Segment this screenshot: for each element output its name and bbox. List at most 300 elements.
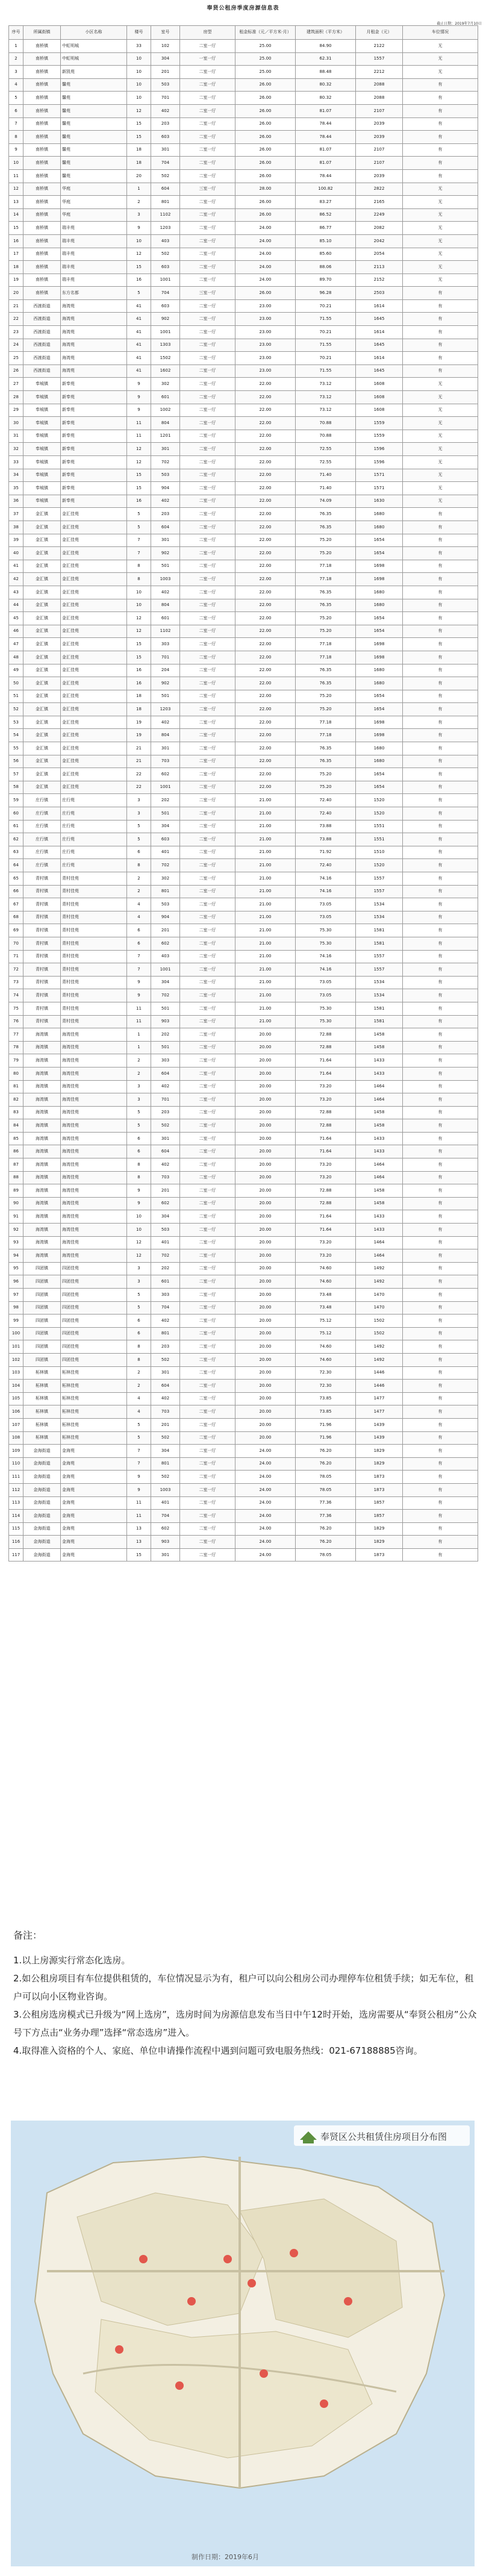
table-cell: 二室一厅 bbox=[180, 560, 235, 573]
table-cell: 1458 bbox=[356, 1197, 403, 1210]
table-cell: 四团佳苑 bbox=[61, 1340, 127, 1354]
table-cell: 301 bbox=[151, 742, 180, 755]
table-cell: 金海苑 bbox=[61, 1510, 127, 1523]
table-cell: 二室一厅 bbox=[180, 157, 235, 170]
table-cell: 75.20 bbox=[296, 547, 356, 560]
table-cell: 有 bbox=[403, 508, 478, 521]
table-cell: 403 bbox=[151, 234, 180, 248]
table-cell: 55 bbox=[9, 742, 23, 755]
table-cell: 26.00 bbox=[235, 78, 296, 92]
table-cell: 24.00 bbox=[235, 1536, 296, 1549]
table-cell: 804 bbox=[151, 599, 180, 612]
table-cell: 701 bbox=[151, 651, 180, 664]
table-cell: 二室一厅 bbox=[180, 248, 235, 261]
table-cell: 南桥镇 bbox=[23, 234, 61, 248]
table-cell: 36 bbox=[9, 495, 23, 508]
table-cell: 26.00 bbox=[235, 196, 296, 209]
table-cell: 503 bbox=[151, 898, 180, 911]
table-cell: 二室一厅 bbox=[180, 599, 235, 612]
table-cell: 43 bbox=[9, 586, 23, 599]
table-cell: 24.00 bbox=[235, 1496, 296, 1510]
table-cell: 柘林镇 bbox=[23, 1418, 61, 1431]
table-cell: 603 bbox=[151, 833, 180, 846]
table-cell: 301 bbox=[151, 143, 180, 157]
table-cell: 46 bbox=[9, 625, 23, 638]
table-cell: 78.05 bbox=[296, 1483, 356, 1496]
table-cell: 70.21 bbox=[296, 326, 356, 339]
table-cell: 25 bbox=[9, 352, 23, 365]
table-cell: 73.12 bbox=[296, 391, 356, 404]
table-cell: 青村镇 bbox=[23, 963, 61, 977]
table-cell: 20.00 bbox=[235, 1067, 296, 1080]
table-row bbox=[9, 1041, 478, 1054]
table-row bbox=[9, 1171, 478, 1184]
table-cell: 金海街道 bbox=[23, 1536, 61, 1549]
table-cell: 有 bbox=[403, 1522, 478, 1536]
table-cell: 37 bbox=[9, 508, 23, 521]
table-cell: 新奉苑 bbox=[61, 378, 127, 391]
table-cell: 1645 bbox=[356, 364, 403, 378]
table-cell: 南桥镇 bbox=[23, 117, 61, 131]
table-cell: 金汇佳苑 bbox=[61, 690, 127, 703]
table-cell: 31 bbox=[9, 430, 23, 443]
map-marker bbox=[139, 2255, 148, 2263]
table-row bbox=[9, 573, 478, 586]
table-row bbox=[9, 1289, 478, 1302]
table-cell: 奉城镇 bbox=[23, 430, 61, 443]
table-row bbox=[9, 352, 478, 365]
table-cell: 有 bbox=[403, 1536, 478, 1549]
table-cell: 四团镇 bbox=[23, 1262, 61, 1275]
table-cell: 401 bbox=[151, 846, 180, 859]
table-cell: 1502 bbox=[356, 1327, 403, 1340]
table-cell: 6 bbox=[127, 1327, 151, 1340]
table-cell: 有 bbox=[403, 781, 478, 794]
table-cell: 1680 bbox=[356, 664, 403, 677]
table-cell: 1557 bbox=[356, 963, 403, 977]
table-cell: 海湾佳苑 bbox=[61, 1028, 127, 1042]
table-cell: 金汇镇 bbox=[23, 547, 61, 560]
table-cell: 110 bbox=[9, 1457, 23, 1471]
map-marker bbox=[115, 2345, 123, 2354]
table-cell: 21.00 bbox=[235, 937, 296, 950]
table-cell: 107 bbox=[9, 1418, 23, 1431]
table-cell: 有 bbox=[403, 1106, 478, 1119]
table-cell: 3 bbox=[127, 208, 151, 222]
table-row bbox=[9, 586, 478, 599]
table-cell: 56 bbox=[9, 755, 23, 768]
table-cell: 1680 bbox=[356, 508, 403, 521]
table-cell: 馨苑 bbox=[61, 143, 127, 157]
table-cell: 1470 bbox=[356, 1289, 403, 1302]
table-cell: 20.00 bbox=[235, 1158, 296, 1172]
table-cell: 73.85 bbox=[296, 1392, 356, 1405]
table-cell: 金汇佳苑 bbox=[61, 716, 127, 729]
table-row bbox=[9, 742, 478, 755]
table-cell: 20.00 bbox=[235, 1366, 296, 1380]
table-row bbox=[9, 1366, 478, 1380]
table-cell: 21.00 bbox=[235, 820, 296, 833]
table-cell: 有 bbox=[403, 1445, 478, 1458]
table-cell: 1464 bbox=[356, 1236, 403, 1249]
table-cell: 4 bbox=[127, 1392, 151, 1405]
table-cell: 11 bbox=[127, 1015, 151, 1028]
table-cell: 1203 bbox=[151, 703, 180, 716]
table-cell: 604 bbox=[151, 183, 180, 196]
table-cell: 海湾镇 bbox=[23, 1171, 61, 1184]
table-cell: 19 bbox=[127, 729, 151, 742]
table-cell: 95 bbox=[9, 1262, 23, 1275]
table-cell: 71.64 bbox=[296, 1224, 356, 1237]
table-cell: 62.31 bbox=[296, 52, 356, 66]
table-cell: 22.00 bbox=[235, 729, 296, 742]
table-cell: 48 bbox=[9, 651, 23, 664]
table-cell: 柘林佳苑 bbox=[61, 1418, 127, 1431]
table-cell: 5 bbox=[127, 833, 151, 846]
table-cell: 301 bbox=[151, 534, 180, 547]
table-cell: 二室一厅 bbox=[180, 534, 235, 547]
table-cell: 1608 bbox=[356, 378, 403, 391]
table-cell: 二室一厅 bbox=[180, 222, 235, 235]
table-cell: 88.06 bbox=[296, 261, 356, 274]
table-cell: 15 bbox=[127, 482, 151, 495]
table-cell: 603 bbox=[151, 299, 180, 313]
table-cell: 奉城镇 bbox=[23, 417, 61, 430]
table-cell: 青村镇 bbox=[23, 872, 61, 886]
table-cell: 20.00 bbox=[235, 1431, 296, 1445]
table-cell: 1492 bbox=[356, 1275, 403, 1289]
table-row bbox=[9, 547, 478, 560]
table-cell: 四团佳苑 bbox=[61, 1327, 127, 1340]
table-cell: 106 bbox=[9, 1405, 23, 1419]
table-cell: 21.00 bbox=[235, 950, 296, 963]
table-row bbox=[9, 482, 478, 495]
table-cell: 801 bbox=[151, 196, 180, 209]
table-cell: 12 bbox=[127, 248, 151, 261]
table-cell: 二室一厅 bbox=[180, 1224, 235, 1237]
table-cell: 二室一厅 bbox=[180, 1301, 235, 1315]
table-cell: 801 bbox=[151, 1327, 180, 1340]
table-cell: 南桥镇 bbox=[23, 196, 61, 209]
table-cell: 1698 bbox=[356, 560, 403, 573]
table-cell: 南桥镇 bbox=[23, 274, 61, 287]
table-cell: 701 bbox=[151, 1093, 180, 1107]
table-cell: 二室一厅 bbox=[180, 1210, 235, 1224]
table-row bbox=[9, 781, 478, 794]
table-cell: 有 bbox=[403, 1405, 478, 1419]
table-cell: 5 bbox=[127, 1119, 151, 1133]
table-cell: 26.00 bbox=[235, 104, 296, 117]
table-cell: 金海街道 bbox=[23, 1522, 61, 1536]
table-cell: 青村佳苑 bbox=[61, 976, 127, 989]
table-cell: 29 bbox=[9, 404, 23, 417]
table-cell: 二室一厅 bbox=[180, 664, 235, 677]
table-cell: 青村佳苑 bbox=[61, 924, 127, 937]
table-cell: 601 bbox=[151, 391, 180, 404]
table-cell: 金汇佳苑 bbox=[61, 599, 127, 612]
table-cell: 有 bbox=[403, 1080, 478, 1093]
table-cell: 有 bbox=[403, 143, 478, 157]
map-marker bbox=[320, 2399, 328, 2408]
table-cell: 39 bbox=[9, 534, 23, 547]
table-cell: 77.36 bbox=[296, 1496, 356, 1510]
table-cell: 12 bbox=[127, 612, 151, 625]
table-cell: 1477 bbox=[356, 1392, 403, 1405]
table-row bbox=[9, 131, 478, 144]
table-cell: 无 bbox=[403, 234, 478, 248]
table-cell: 26 bbox=[9, 364, 23, 378]
table-cell: 76.35 bbox=[296, 599, 356, 612]
table-cell: 南桥镇 bbox=[23, 52, 61, 66]
table-cell: 23.00 bbox=[235, 299, 296, 313]
table-cell: 庄行镇 bbox=[23, 794, 61, 807]
table-cell: 西渡街道 bbox=[23, 299, 61, 313]
table-cell: 402 bbox=[151, 586, 180, 599]
table-cell: 1458 bbox=[356, 1041, 403, 1054]
table-cell: 二室一厅 bbox=[180, 1275, 235, 1289]
table-cell: 60 bbox=[9, 807, 23, 821]
table-cell: 二室一厅 bbox=[180, 703, 235, 716]
table-cell: 11 bbox=[127, 1510, 151, 1523]
table-cell: 1534 bbox=[356, 976, 403, 989]
table-cell: 二室一厅 bbox=[180, 1445, 235, 1458]
table-row bbox=[9, 1197, 478, 1210]
table-cell: 75.30 bbox=[296, 924, 356, 937]
table-cell: 有 bbox=[403, 586, 478, 599]
table-cell: 71.64 bbox=[296, 1054, 356, 1068]
table-row bbox=[9, 560, 478, 573]
table-cell: 二室一厅 bbox=[180, 326, 235, 339]
table-cell: 金海苑 bbox=[61, 1471, 127, 1484]
table-cell: 26.00 bbox=[235, 92, 296, 105]
table-cell: 22.00 bbox=[235, 703, 296, 716]
table-cell: 17 bbox=[9, 248, 23, 261]
table-cell: 东方名都 bbox=[61, 287, 127, 300]
table-cell: 有 bbox=[403, 716, 478, 729]
table-cell: 116 bbox=[9, 1536, 23, 1549]
table-row bbox=[9, 1353, 478, 1366]
table-cell: 奉城镇 bbox=[23, 443, 61, 456]
table-cell: 1534 bbox=[356, 989, 403, 1002]
table-cell: 有 bbox=[403, 911, 478, 924]
table-row bbox=[9, 872, 478, 886]
table-cell: 73.88 bbox=[296, 820, 356, 833]
table-cell: 7 bbox=[9, 117, 23, 131]
table-cell: 馨苑 bbox=[61, 117, 127, 131]
table-cell: 72.30 bbox=[296, 1380, 356, 1393]
table-cell: 111 bbox=[9, 1471, 23, 1484]
table-cell: 503 bbox=[151, 469, 180, 482]
table-cell: 77.18 bbox=[296, 716, 356, 729]
table-cell: 青村佳苑 bbox=[61, 898, 127, 911]
table-row bbox=[9, 1471, 478, 1484]
table-cell: 503 bbox=[151, 78, 180, 92]
map-marker bbox=[248, 2279, 256, 2287]
table-cell: 1520 bbox=[356, 794, 403, 807]
table-cell: 21 bbox=[9, 299, 23, 313]
table-cell: 青村佳苑 bbox=[61, 911, 127, 924]
table-cell: 22.00 bbox=[235, 768, 296, 781]
table-cell: 2152 bbox=[356, 274, 403, 287]
table-cell: 无 bbox=[403, 222, 478, 235]
table-cell: 12 bbox=[127, 443, 151, 456]
table-cell: 海湾镇 bbox=[23, 1158, 61, 1172]
table-cell: 海湾苑 bbox=[61, 352, 127, 365]
table-cell: 二室一厅 bbox=[180, 378, 235, 391]
table-row bbox=[9, 599, 478, 612]
col-header-building: 楼号 bbox=[127, 26, 151, 40]
table-cell: 16 bbox=[9, 234, 23, 248]
table-row bbox=[9, 430, 478, 443]
table-cell: 1464 bbox=[356, 1158, 403, 1172]
table-cell: 2 bbox=[127, 1366, 151, 1380]
table-cell: 有 bbox=[403, 950, 478, 963]
table-cell: 1645 bbox=[356, 313, 403, 326]
table-cell: 18 bbox=[127, 690, 151, 703]
table-cell: 1698 bbox=[356, 716, 403, 729]
table-cell: 71.55 bbox=[296, 364, 356, 378]
table-cell: 27 bbox=[9, 378, 23, 391]
table-cell: 86.77 bbox=[296, 222, 356, 235]
table-cell: 有 bbox=[403, 1158, 478, 1172]
table-cell: 金汇佳苑 bbox=[61, 742, 127, 755]
table-cell: 78.44 bbox=[296, 117, 356, 131]
table-cell: 无 bbox=[403, 183, 478, 196]
table-cell: 海湾佳苑 bbox=[61, 1067, 127, 1080]
table-cell: 二室一厅 bbox=[180, 1145, 235, 1158]
table-row bbox=[9, 807, 478, 821]
table-cell: 75.30 bbox=[296, 1015, 356, 1028]
table-cell: 202 bbox=[151, 1028, 180, 1042]
table-cell: 77 bbox=[9, 1028, 23, 1042]
table-cell: 2212 bbox=[356, 66, 403, 79]
table-cell: 52 bbox=[9, 703, 23, 716]
table-cell: 15 bbox=[127, 117, 151, 131]
table-cell: 15 bbox=[9, 222, 23, 235]
table-cell: 2107 bbox=[356, 104, 403, 117]
table-cell: 103 bbox=[9, 1366, 23, 1380]
table-cell: 1433 bbox=[356, 1210, 403, 1224]
table-cell: 41 bbox=[127, 339, 151, 352]
table-cell: 20.00 bbox=[235, 1224, 296, 1237]
table-cell: 303 bbox=[151, 638, 180, 651]
table-cell: 74.16 bbox=[296, 963, 356, 977]
table-cell: 5 bbox=[127, 508, 151, 521]
table-cell: 301 bbox=[151, 1132, 180, 1145]
table-cell: 75.30 bbox=[296, 937, 356, 950]
table-cell: 2 bbox=[127, 1380, 151, 1393]
table-cell: 2 bbox=[127, 885, 151, 898]
table-cell: 二室一厅 bbox=[180, 1015, 235, 1028]
table-cell: 二室一厅 bbox=[180, 208, 235, 222]
table-cell: 75.20 bbox=[296, 768, 356, 781]
table-cell: 12 bbox=[127, 104, 151, 117]
table-cell: 二室一厅 bbox=[180, 1315, 235, 1328]
col-header-town: 所属街镇 bbox=[23, 26, 61, 40]
table-cell: 23.00 bbox=[235, 339, 296, 352]
table-cell: 20.00 bbox=[235, 1106, 296, 1119]
table-cell: 海湾镇 bbox=[23, 1132, 61, 1145]
table-cell: 1458 bbox=[356, 1028, 403, 1042]
table-cell: 91 bbox=[9, 1210, 23, 1224]
table-cell: 1551 bbox=[356, 833, 403, 846]
table-cell: 23.00 bbox=[235, 364, 296, 378]
table-cell: 庄行镇 bbox=[23, 833, 61, 846]
table-cell: 华庭 bbox=[61, 196, 127, 209]
table-cell: 1680 bbox=[356, 755, 403, 768]
table-cell: 四团镇 bbox=[23, 1289, 61, 1302]
table-cell: 海湾苑 bbox=[61, 299, 127, 313]
table-row bbox=[9, 638, 478, 651]
col-header-room: 室号 bbox=[151, 26, 180, 40]
table-cell: 南桥镇 bbox=[23, 143, 61, 157]
table-cell: 75.20 bbox=[296, 625, 356, 638]
table-cell: 青村镇 bbox=[23, 924, 61, 937]
table-cell: 1433 bbox=[356, 1145, 403, 1158]
table-cell: 5 bbox=[127, 1106, 151, 1119]
table-cell: 海湾镇 bbox=[23, 1210, 61, 1224]
table-cell: 新奉苑 bbox=[61, 495, 127, 508]
table-cell: 1 bbox=[127, 183, 151, 196]
table-cell: 海湾佳苑 bbox=[61, 1119, 127, 1133]
table-cell: 有 bbox=[403, 117, 478, 131]
table-cell: 柘林佳苑 bbox=[61, 1405, 127, 1419]
table-cell: 金汇镇 bbox=[23, 755, 61, 768]
table-cell: 二室一厅 bbox=[180, 781, 235, 794]
table-cell: 73.05 bbox=[296, 989, 356, 1002]
table-cell: 1581 bbox=[356, 1015, 403, 1028]
table-cell: 1581 bbox=[356, 924, 403, 937]
table-cell: 8 bbox=[127, 1158, 151, 1172]
table-cell: 603 bbox=[151, 131, 180, 144]
table-cell: 76.20 bbox=[296, 1457, 356, 1471]
table-cell: 604 bbox=[151, 1145, 180, 1158]
table-row bbox=[9, 404, 478, 417]
table-cell: 15 bbox=[127, 131, 151, 144]
table-cell: 602 bbox=[151, 1522, 180, 1536]
table-cell: 41 bbox=[127, 352, 151, 365]
table-cell: 20.00 bbox=[235, 1119, 296, 1133]
table-cell: 20.00 bbox=[235, 1171, 296, 1184]
table-cell: 38 bbox=[9, 521, 23, 534]
table-cell: 中虹明城 bbox=[61, 52, 127, 66]
table-cell: 青村佳苑 bbox=[61, 1015, 127, 1028]
map-marker bbox=[187, 2297, 196, 2306]
table-cell: 二室一厅 bbox=[180, 586, 235, 599]
table-cell: 有 bbox=[403, 1262, 478, 1275]
table-cell: 有 bbox=[403, 131, 478, 144]
table-cell: 79 bbox=[9, 1054, 23, 1068]
table-cell: 41 bbox=[127, 299, 151, 313]
table-cell: 二室一厅 bbox=[180, 169, 235, 183]
table-cell: 702 bbox=[151, 1249, 180, 1263]
table-cell: 无 bbox=[403, 52, 478, 66]
table-cell: 1873 bbox=[356, 1483, 403, 1496]
table-cell: 1571 bbox=[356, 469, 403, 482]
table-cell: 73.20 bbox=[296, 1236, 356, 1249]
table-cell: 5 bbox=[127, 287, 151, 300]
table-cell: 二室一厅 bbox=[180, 131, 235, 144]
table-row bbox=[9, 833, 478, 846]
table-cell: 22.00 bbox=[235, 404, 296, 417]
listing-table bbox=[8, 25, 478, 1562]
table-cell: 1680 bbox=[356, 599, 403, 612]
table-row bbox=[9, 143, 478, 157]
table-cell: 有 bbox=[403, 1028, 478, 1042]
table-cell: 20.00 bbox=[235, 1353, 296, 1366]
table-cell: 庄行苑 bbox=[61, 833, 127, 846]
table-cell: 71.55 bbox=[296, 313, 356, 326]
